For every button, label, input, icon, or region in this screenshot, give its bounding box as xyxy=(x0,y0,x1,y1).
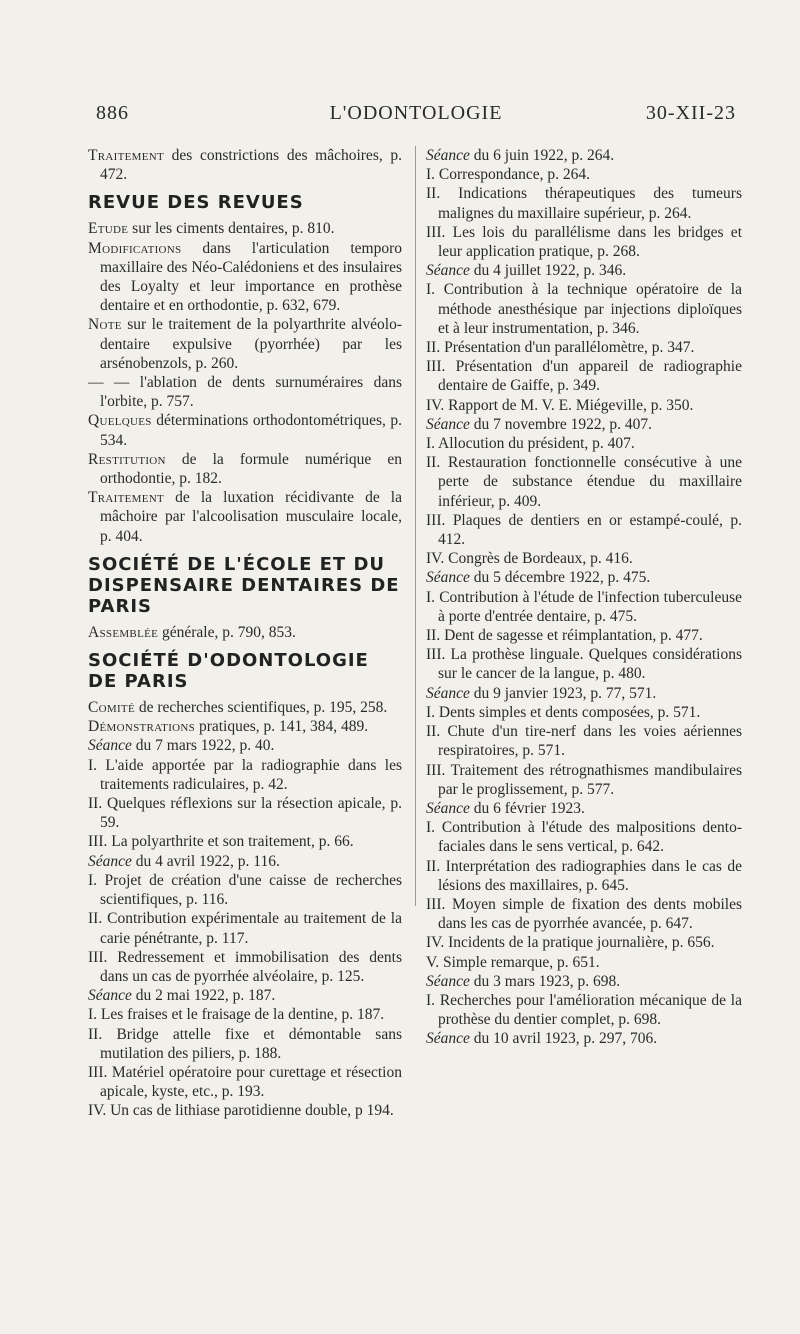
sub-entry xyxy=(88,794,402,832)
seance-label: Séance xyxy=(426,262,470,280)
index-entry xyxy=(88,488,402,546)
seance-entry xyxy=(426,972,742,991)
entry-text: II. Bridge attelle fixe et démontable sans mutilation des piliers, p. 188. xyxy=(88,1025,402,1062)
entry-text: sur les ciments dentaires, p. 810. xyxy=(128,220,335,238)
page-header xyxy=(96,102,736,138)
entry-text: I. Allocution du président, p. 407. xyxy=(426,435,635,453)
sub-entry xyxy=(88,1101,402,1120)
seance-label: Séance xyxy=(426,569,470,587)
seance-entry xyxy=(426,799,742,818)
sub-entry xyxy=(426,626,742,645)
entry-text: du 9 janvier 1923, p. 77, 571. xyxy=(469,684,657,702)
entry-text: des constrictions des mâchoires, p. 472. xyxy=(100,147,402,184)
entry-keyword: Quelques xyxy=(88,412,152,430)
entry-text: du 10 avril 1923, p. 297, 706. xyxy=(469,1030,658,1048)
seance-label: Séance xyxy=(426,1030,470,1048)
entry-text: III. Les lois du parallélisme dans les bridges et leur application pratique, p. 268. xyxy=(426,223,742,261)
entry-keyword: Démonstrations xyxy=(88,718,196,736)
entry-text: pratiques, p. 141, 384, 489. xyxy=(195,718,369,736)
seance-label: Séance xyxy=(426,972,470,990)
seance-entry xyxy=(426,415,742,434)
index-entry xyxy=(88,717,402,736)
sub-entry xyxy=(426,761,742,799)
entry-text: du 2 mai 1922, p. 187. xyxy=(131,987,276,1005)
entry-text: III. Traitement des rétrognathismes mandibulaires par le proglissement, p. 577. xyxy=(426,761,742,798)
entry-keyword: Comité xyxy=(88,699,135,717)
sub-entry xyxy=(88,832,402,851)
entry-text: de la formule numérique en orthodontie, p. 182. xyxy=(100,450,402,488)
entry-text: III. Moyen simple de fixation des dents mobiles dans les cas de pyorrhée avancée, p. 647. xyxy=(426,895,742,933)
entry-keyword: Traitement xyxy=(88,489,165,507)
seance-entry xyxy=(426,261,742,280)
sub-entry xyxy=(88,756,402,794)
index-entry xyxy=(88,411,402,449)
right-column xyxy=(426,146,742,1049)
entry-text: déterminations orthodontométriques, p. 534. xyxy=(100,412,402,449)
entry-text: II. Dent de sagesse et réimplantation, p. 477. xyxy=(426,627,703,645)
entry-text: III. Matériel opératoire pour curettage et résection apicale, kyste, etc., p. 193. xyxy=(88,1063,402,1101)
seance-label: Séance xyxy=(88,852,132,870)
entry-text: II. Quelques réflexions sur la résection apicale, p. 59. xyxy=(88,795,402,832)
sub-entry xyxy=(426,396,742,415)
entry-text: III. La prothèse linguale. Quelques considérations sur le cancer de la langue, p. 480. xyxy=(426,646,742,683)
sub-entry xyxy=(426,722,742,760)
entry-text: I. Projet de création d'une caisse de recherches scientifiques, p. 116. xyxy=(88,871,402,909)
sub-entry xyxy=(426,511,742,549)
sub-entry xyxy=(426,953,742,972)
sub-entry xyxy=(426,588,742,626)
entry-text: I. Contribution à l'étude de l'infection tuberculeuse à porte d'entrée dentaire, p. 475. xyxy=(426,588,742,625)
seance-entry xyxy=(88,986,402,1005)
entry-text: I. Contribution à l'étude des malpositions dento-faciales dans le sens vertical, p. 642. xyxy=(426,819,742,856)
entry-text: IV. Un cas de lithiase parotidienne double, p 194. xyxy=(88,1102,394,1120)
entry-text: générale, p. 790, 853. xyxy=(158,623,296,641)
entry-text: du 6 juin 1922, p. 264. xyxy=(469,147,615,164)
sub-entry xyxy=(426,223,742,261)
entry-keyword: Modifications xyxy=(88,239,182,257)
entry-keyword: Restitution xyxy=(88,450,166,468)
sub-entry xyxy=(88,1025,402,1063)
entry-text: IV. Incidents de la pratique journalière, p. 656. xyxy=(426,934,715,952)
entry-text: du 7 novembre 1922, p. 407. xyxy=(469,415,652,433)
entry-keyword: Etude xyxy=(88,220,129,238)
sub-entry xyxy=(426,434,742,453)
entry-text: II. Contribution expérimentale au traitement de la carie pénétrante, p. 117. xyxy=(88,910,402,947)
sub-entry xyxy=(426,895,742,933)
entry-text: I. Recherches pour l'amélioration mécanique de la prothèse du dentier complet, p. 698. xyxy=(426,991,742,1029)
sub-entry xyxy=(88,909,402,947)
index-entry xyxy=(88,315,402,373)
entry-text: de recherches scientifiques, p. 195, 258. xyxy=(134,699,388,717)
seance-entry xyxy=(88,736,402,755)
entry-text: dans l'articulation temporo maxillaire des Néo-Calédoniens et des insulaires des Loyalty et leur importance en prothèse dentaire et en orthodontie, p. 632, 679. xyxy=(100,239,402,315)
entry-text: IV. Rapport de M. V. E. Miégeville, p. 350. xyxy=(426,396,694,414)
entry-text: de la luxation récidivante de la mâchoire par l'alcoolisation musculaire locale, p. 404. xyxy=(100,489,402,545)
seance-entry xyxy=(426,1029,742,1048)
journal-title: L'ODONTOLOGIE xyxy=(329,102,503,124)
entry-keyword: Note xyxy=(88,316,122,334)
seance-entry xyxy=(426,146,742,165)
sub-entry xyxy=(88,948,402,986)
entry-text: III. Présentation d'un appareil de radiographie dentaire de Gaiffe, p. 349. xyxy=(426,358,742,395)
sub-entry xyxy=(88,1005,402,1024)
entry-text: II. Présentation d'un parallélomètre, p. 347. xyxy=(426,339,695,357)
sub-entry xyxy=(426,453,742,511)
left-column xyxy=(88,146,402,1121)
entry-text: du 4 juillet 1922, p. 346. xyxy=(469,262,627,280)
entry-text: — — l'ablation de dents surnuméraires dans l'orbite, p. 757. xyxy=(88,374,402,411)
seance-label: Séance xyxy=(88,987,132,1005)
sub-entry xyxy=(426,991,742,1029)
index-entry xyxy=(88,219,402,238)
sub-entry xyxy=(426,549,742,568)
seance-entry xyxy=(88,852,402,871)
section-title: SOCIÉTÉ D'ODONTOLOGIE DE PARIS xyxy=(88,650,369,693)
sub-entry xyxy=(426,184,742,222)
seance-label: Séance xyxy=(426,799,470,817)
index-entry xyxy=(88,373,402,411)
index-entry xyxy=(88,146,402,184)
seance-label: Séance xyxy=(426,147,470,164)
entry-text: I. Correspondance, p. 264. xyxy=(426,166,590,184)
sub-entry xyxy=(426,338,742,357)
seance-label: Séance xyxy=(426,415,470,433)
entry-text: I. Contribution à la technique opératoire de la méthode anesthésique par injections diploïques et à leur instrumentation, p. 346. xyxy=(426,281,742,337)
entry-text: IV. Congrès de Bordeaux, p. 416. xyxy=(426,550,633,568)
seance-label: Séance xyxy=(88,737,132,755)
index-entry xyxy=(88,623,402,642)
column-divider xyxy=(415,146,416,906)
index-entry xyxy=(88,698,402,717)
index-entry xyxy=(88,450,402,488)
entry-text: I. Dents simples et dents composées, p. 571. xyxy=(426,703,701,721)
sub-entry xyxy=(426,857,742,895)
entry-keyword: Assemblée xyxy=(88,623,159,641)
entry-text: II. Indications thérapeutiques des tumeurs malignes du maxillaire supérieur, p. 264. xyxy=(426,185,742,222)
entry-text: du 3 mars 1923, p. 698. xyxy=(469,972,621,990)
sub-entry xyxy=(426,357,742,395)
seance-label: Séance xyxy=(426,684,470,702)
entry-text: II. Chute d'un tire-nerf dans les voies aériennes respiratoires, p. 571. xyxy=(426,723,742,760)
section-title: SOCIÉTÉ DE L'ÉCOLE ET DU DISPENSAIRE DENTAIRES DE PARIS xyxy=(88,553,400,617)
entry-text: du 6 février 1923. xyxy=(469,799,585,817)
sub-entry xyxy=(426,280,742,338)
seance-entry xyxy=(426,568,742,587)
entry-text: du 5 décembre 1922, p. 475. xyxy=(469,569,651,587)
entry-text: II. Restauration fonctionnelle consécutive à une perte de substance étendue du maxillaire inférieur, p. 409. xyxy=(426,454,742,510)
page-number: 886 xyxy=(96,102,129,124)
entry-text: V. Simple remarque, p. 651. xyxy=(426,953,600,971)
entry-text: I. Les fraises et le fraisage de la dentine, p. 187. xyxy=(88,1006,385,1024)
sub-entry xyxy=(88,1063,402,1101)
entry-text: I. L'aide apportée par la radiographie dans les traitements radiculaires, p. 42. xyxy=(88,756,402,793)
sub-entry xyxy=(426,165,742,184)
entry-text: du 7 mars 1922, p. 40. xyxy=(131,737,275,755)
sub-entry xyxy=(88,871,402,909)
sub-entry xyxy=(426,703,742,722)
entry-text: sur le traitement de la polyarthrite alvéolo-dentaire expulsive (pyorrhée) par les arsénobenzols, p. 260. xyxy=(100,316,402,372)
issue-date: 30-XII-23 xyxy=(645,102,736,124)
entry-text: du 4 avril 1922, p. 116. xyxy=(131,852,280,870)
sub-entry xyxy=(426,933,742,952)
index-entry xyxy=(88,239,402,316)
sub-entry xyxy=(426,818,742,856)
section-title: REVUE DES REVUES xyxy=(88,192,304,214)
entry-keyword: Traitement xyxy=(88,147,165,164)
seance-entry xyxy=(426,684,742,703)
sub-entry xyxy=(426,645,742,683)
entry-text: III. Plaques de dentiers en or estampé-coulé, p. 412. xyxy=(426,511,742,549)
entry-text: III. Redressement et immobilisation des dents dans un cas de pyorrhée alvéolaire, p. 125. xyxy=(88,948,402,985)
entry-text: III. La polyarthrite et son traitement, p. 66. xyxy=(88,833,354,851)
entry-text: II. Interprétation des radiographies dans le cas de lésions des maxillaires, p. 645. xyxy=(426,857,742,894)
